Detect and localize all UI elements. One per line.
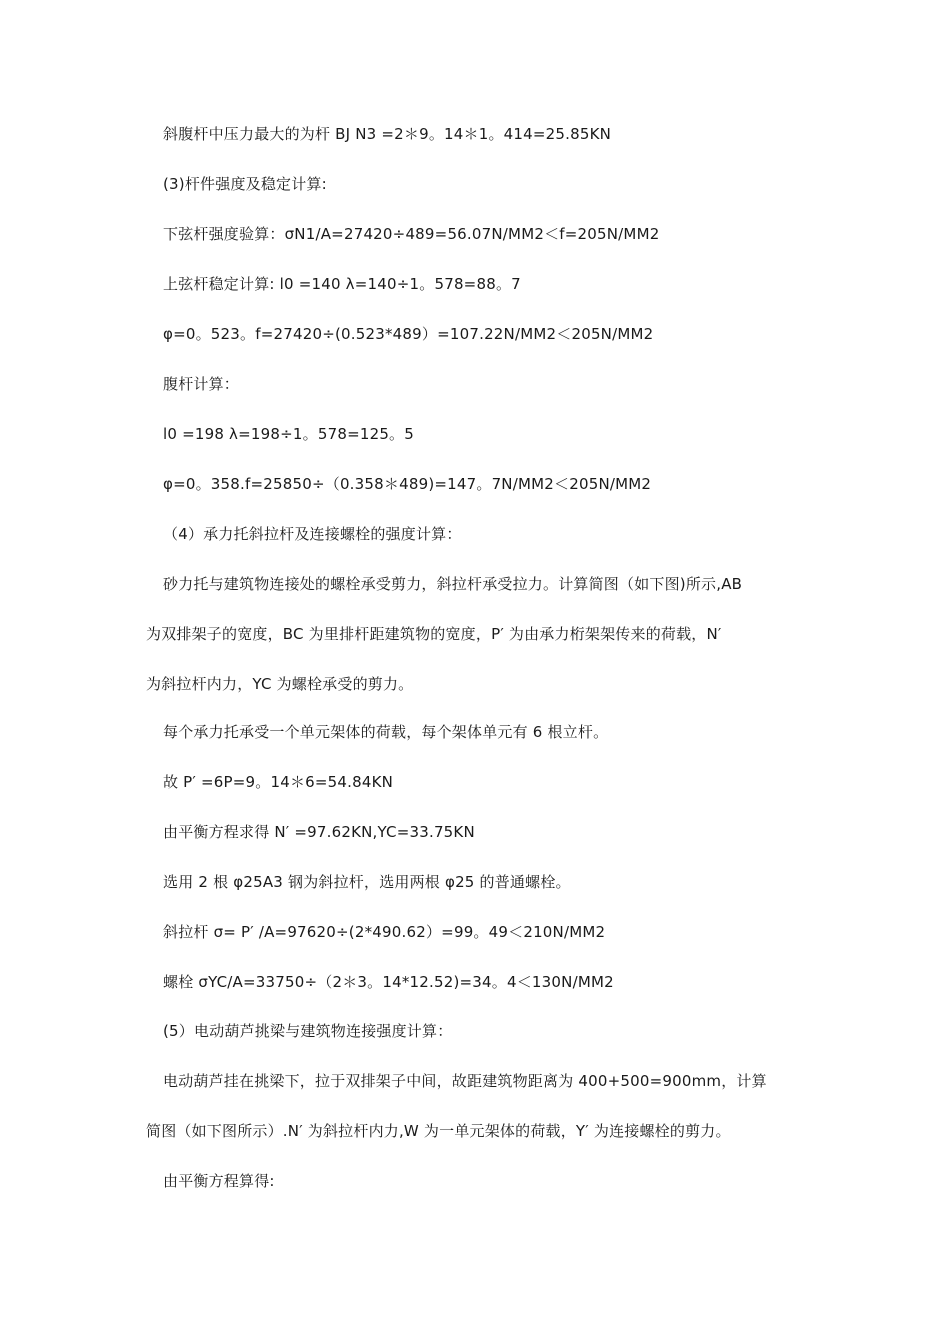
text-line-14: 故 P′ =6P=9。14＊6=54.84KN: [163, 773, 394, 791]
text-line-10: 砂力托与建筑物连接处的螺栓承受剪力，斜拉杆承受拉力。计算简图（如下图)所示,AB: [163, 575, 743, 593]
text-line-11: 为双排架子的宽度，BC 为里排杆距建筑物的宽度，P′ 为由承力桁架架传来的荷载，N′: [146, 625, 722, 643]
text-line-9: （4）承力托斜拉杆及连接螺栓的强度计算：: [163, 525, 462, 543]
text-line-5: φ=0。523。f=27420÷(0.523*489）=107.22N/MM2＜205N/MM2: [163, 325, 654, 343]
text-line-16: 选用 2 根 φ25A3 钢为斜拉杆，选用两根 φ25 的普通螺栓。: [163, 873, 571, 891]
text-line-8: φ=0。358.f=25850÷（0.358＊489)=147。7N/MM2＜205N/MM2: [163, 475, 652, 493]
text-line-22: 由平衡方程算得:: [163, 1172, 275, 1190]
text-line-20: 电动葫芦挂在挑梁下，拉于双排架子中间，故距建筑物距离为 400+500=900mm，计算: [163, 1072, 767, 1090]
text-line-15: 由平衡方程求得 N′ =97.62KN,YC=33.75KN: [163, 823, 475, 841]
text-line-18: 螺栓 σYC/A=33750÷（2＊3。14*12.52)=34。4＜130N/MM2: [163, 973, 614, 991]
text-line-19: (5）电动葫芦挑梁与建筑物连接强度计算：: [163, 1022, 453, 1040]
text-line-3: 下弦杆强度验算：σN1/A=27420÷489=56.07N/MM2＜f=205N/MM2: [163, 225, 660, 243]
text-line-7: l0 =198 λ=198÷1。578=125。5: [163, 425, 415, 443]
text-line-1: 斜腹杆中压力最大的为杆 BJ N3 =2＊9。14＊1。414=25.85KN: [163, 125, 612, 143]
text-line-21: 简图（如下图所示）.N′ 为斜拉杆内力,W 为一单元架体的荷载，Y′ 为连接螺栓的剪力。: [146, 1122, 731, 1140]
text-line-6: 腹杆计算：: [163, 375, 240, 393]
text-line-12: 为斜拉杆内力，YC 为螺栓承受的剪力。: [146, 675, 414, 693]
text-line-13: 每个承力托承受一个单元架体的荷载，每个架体单元有 6 根立杆。: [163, 723, 609, 741]
text-line-2: (3)杆件强度及稳定计算:: [163, 175, 327, 193]
text-line-4: 上弦杆稳定计算: l0 =140 λ=140÷1。578=88。7: [163, 275, 521, 293]
text-line-17: 斜拉杆 σ= P′ /A=97620÷(2*490.62）=99。49＜210N/MM2: [163, 923, 606, 941]
